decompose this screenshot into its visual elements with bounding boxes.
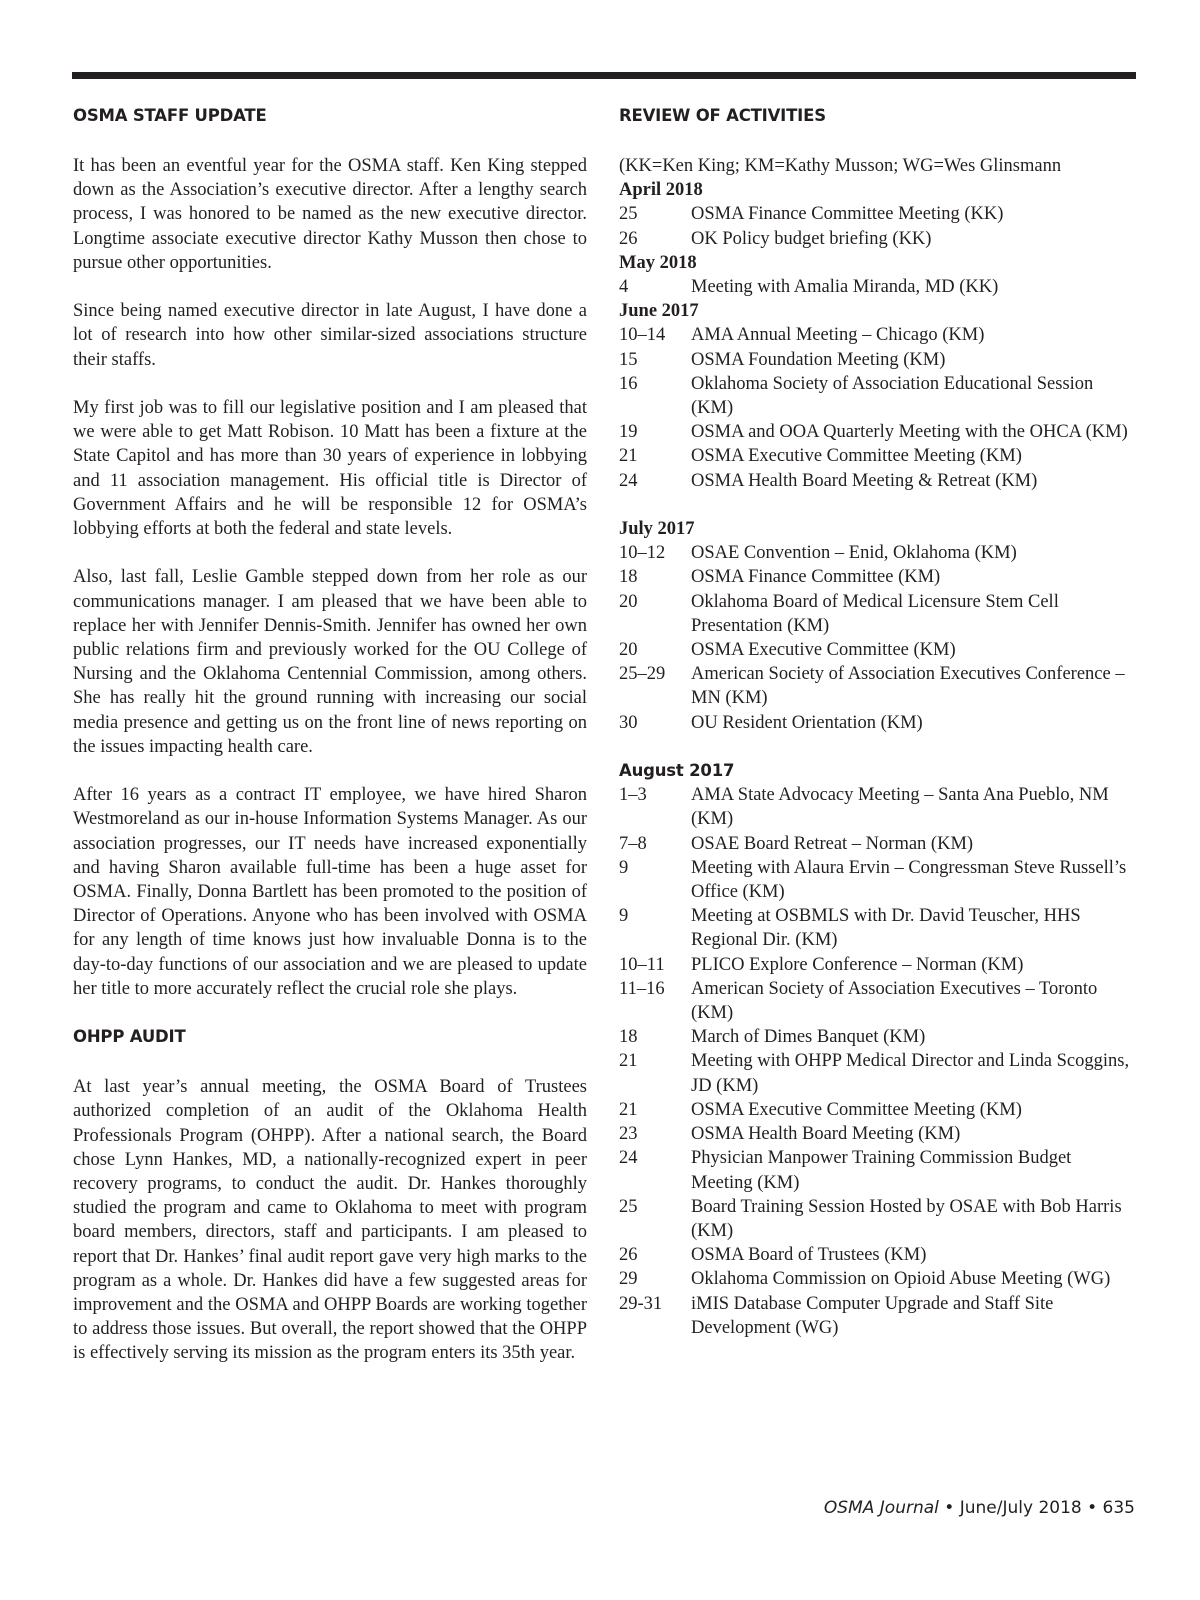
staff-paragraph: Since being named executive director in late August, I have done a lot of research into how other similar-sized associations structure their staffs. [73, 301, 587, 370]
activity-text: OSMA and OOA Quarterly Meeting with the OHCA (KM) [691, 422, 1128, 443]
activity-entry [619, 953, 1136, 977]
left-column [73, 104, 587, 1390]
activity-text: OK Policy budget briefing (KK) [691, 228, 932, 249]
activity-text: OSAE Board Retreat – Norman (KM) [691, 833, 974, 854]
activity-text: Oklahoma Society of Association Educational Session (KM) [691, 373, 1094, 419]
activity-entry [619, 444, 1136, 468]
activity-date: 10–11 [619, 954, 665, 975]
month-heading: June 2017 [619, 301, 699, 322]
activity-text: Oklahoma Board of Medical Licensure Stem Cell Presentation (KM) [691, 591, 1059, 636]
activity-text: March of Dimes Banquet (KM) [691, 1027, 926, 1048]
activity-text: OSMA Board of Trustees (KM) [691, 1245, 927, 1266]
activity-text: OSMA Executive Committee Meeting (KM) [691, 446, 1022, 467]
activity-date: 25 [619, 1196, 638, 1217]
activity-text: PLICO Explore Conference – Norman (KM) [691, 954, 1024, 975]
activity-date: 1–3 [619, 785, 647, 806]
activity-date: 18 [619, 1027, 638, 1048]
activity-date: 10–14 [619, 325, 666, 346]
activity-entry [619, 832, 1136, 856]
activity-entry [619, 977, 1136, 1025]
activity-entry [619, 711, 1136, 735]
activity-text: OSMA Finance Committee Meeting (KK) [691, 204, 1004, 225]
activity-date: 24 [619, 470, 638, 491]
activity-entry [619, 783, 1136, 831]
audit-paragraph: At last year’s annual meeting, the OSMA Board of Trustees authorized completion of an audit of the Oklahoma Health Professionals Program (OHPP). After a national search, the Board chose Lynn Hankes, MD, a nationally-recognized expert in peer recovery programs, to conduct the audit. Dr. Hankes thoroughly studied the program and came to Oklahoma to meet with program board members, directors, staff and participants. I am pleased to report that Dr. Hankes’ final audit report gave very high marks to the program as a whole. Dr. Hankes did have a few suggested areas for improvement and the OSMA and OHPP Boards are working together to address those issues. But overall, the report showed that the OHPP is effectively serving its mission as the program enters its 35th year. [73, 1077, 587, 1364]
activity-entry [619, 227, 1136, 251]
staff-paragraph: My first job was to fill our legislative position and I am pleased that we were able to get Matt Robison. 10 Matt has been a fixture at the State Capitol and has more than 30 years of experience in lobbying and 11 association management. His official title is Director of Government Affairs and he will be responsible 12 for OSMA’s lobbying efforts at both the federal and state levels. [73, 398, 587, 540]
activity-entry [619, 1267, 1136, 1291]
activity-text: Physician Manpower Training Commission Budget Meeting (KM) [691, 1148, 1072, 1193]
activity-text: OSMA Finance Committee (KM) [691, 567, 941, 588]
abbreviation-key: (KK=Ken King; KM=Kathy Musson; WG=Wes Glinsmann [619, 156, 1062, 176]
activity-text: OSAE Convention – Enid, Oklahoma (KM) [691, 543, 1017, 564]
activity-text: OSMA Health Board Meeting & Retreat (KM) [691, 470, 1038, 491]
top-rule [72, 72, 1136, 79]
activity-entry [619, 1049, 1136, 1097]
activity-text: American Society of Association Executives – Toronto (KM) [691, 978, 1098, 1024]
activity-entry [619, 420, 1136, 444]
activity-date: 9 [619, 906, 629, 927]
month-heading: August 2017 [619, 761, 735, 781]
activity-text: OSMA Executive Committee (KM) [691, 640, 956, 661]
activity-date: 29-31 [619, 1293, 663, 1314]
activity-entry [619, 469, 1136, 493]
activity-date: 25–29 [619, 664, 666, 685]
activity-date: 10–12 [619, 543, 666, 564]
month-heading: May 2018 [619, 252, 697, 273]
review-heading: REVIEW OF ACTIVITIES [619, 106, 826, 125]
ohpp-audit-heading: OHPP AUDIT [73, 1027, 186, 1047]
activity-entry [619, 275, 1136, 299]
activity-text: American Society of Association Executives Conference – MN (KM) [691, 664, 1125, 709]
activity-date: 4 [619, 277, 629, 298]
activity-entry [619, 856, 1136, 904]
activity-entry [619, 590, 1136, 638]
page-footer [824, 1498, 1135, 1518]
activity-date: 21 [619, 1051, 638, 1072]
activity-entry [619, 202, 1136, 226]
activity-text: AMA State Advocacy Meeting – Santa Ana Pueblo, NM (KM) [691, 785, 1109, 830]
activity-date: 11–16 [619, 978, 665, 999]
activity-entry [619, 1098, 1136, 1122]
activity-text: Meeting with Alaura Ervin – Congressman Steve Russell’s Office (KM) [691, 857, 1127, 903]
activity-entry [619, 1146, 1136, 1194]
activity-date: 21 [619, 1099, 638, 1120]
issue-and-page: • June/July 2018 • 635 [938, 1498, 1135, 1518]
activity-date: 25 [619, 204, 638, 225]
activity-date: 9 [619, 857, 629, 878]
activity-entry [619, 565, 1136, 589]
activity-entry [619, 541, 1136, 565]
activity-date: 30 [619, 712, 638, 733]
activity-entry [619, 638, 1136, 662]
journal-name: OSMA Journal [823, 1498, 939, 1518]
month-heading: April 2018 [619, 180, 703, 201]
activity-entry [619, 1122, 1136, 1146]
activity-text: OSMA Executive Committee Meeting (KM) [691, 1099, 1022, 1120]
activity-entry [619, 372, 1136, 420]
activity-text: Meeting with OHPP Medical Director and Linda Scoggins, JD (KM) [691, 1051, 1130, 1096]
activity-text: iMIS Database Computer Upgrade and Staff Site Development (WG) [691, 1293, 1054, 1338]
activity-date: 26 [619, 1245, 638, 1266]
activity-text: Meeting with Amalia Miranda, MD (KK) [691, 277, 999, 298]
activity-date: 29 [619, 1269, 638, 1290]
activity-date: 23 [619, 1124, 638, 1145]
activity-date: 7–8 [619, 833, 647, 854]
activity-text: Meeting at OSBMLS with Dr. David Teuscher, HHS Regional Dir. (KM) [691, 906, 1081, 951]
activity-text: Oklahoma Commission on Opioid Abuse Meeting (WG) [691, 1269, 1111, 1290]
activity-entry [619, 323, 1136, 347]
activity-entry [619, 1025, 1136, 1049]
activity-text: Board Training Session Hosted by OSAE with Bob Harris (KM) [691, 1196, 1122, 1241]
activity-text: OU Resident Orientation (KM) [691, 712, 923, 733]
activity-entry [619, 1195, 1136, 1243]
staff-paragraph: It has been an eventful year for the OSMA staff. Ken King stepped down as the Association’s executive director. After a lengthy search process, I was honored to be named as the new executive director. Longtime associate executive director Kathy Musson then chose to pursue other opportunities. [73, 156, 587, 273]
activity-text: AMA Annual Meeting – Chicago (KM) [691, 325, 985, 346]
activity-date: 24 [619, 1148, 638, 1169]
activity-date: 26 [619, 228, 638, 249]
month-heading: July 2017 [619, 519, 695, 540]
staff-update-heading: OSMA STAFF UPDATE [73, 106, 267, 125]
activity-date: 19 [619, 422, 638, 443]
activity-date: 16 [619, 373, 638, 394]
activity-text: OSMA Health Board Meeting (KM) [691, 1124, 961, 1145]
activity-text: OSMA Foundation Meeting (KM) [691, 349, 946, 370]
activity-entry [619, 348, 1136, 372]
activity-date: 20 [619, 591, 638, 612]
staff-paragraph: After 16 years as a contract IT employee, we have hired Sharon Westmoreland as our in-house Information Systems Manager. As our association progresses, our IT needs have increased exponentially and having Sharon available full-time has been a huge asset for OSMA. Finally, Donna Bartlett has been promoted to the position of Director of Operations. Anyone who has been involved with OSMA for any length of time knows just how invaluable Donna is to the day-to-day functions of our association and we are pleased to update her title to more accurately reflect the crucial role she plays. [73, 785, 587, 999]
activity-entry [619, 1292, 1136, 1340]
activity-date: 18 [619, 567, 638, 588]
activity-date: 20 [619, 640, 638, 661]
right-column [619, 104, 1136, 1340]
activity-entry [619, 904, 1136, 952]
activity-entry [619, 1243, 1136, 1267]
activity-date: 21 [619, 446, 638, 467]
activity-entry [619, 662, 1136, 710]
staff-paragraph: Also, last fall, Leslie Gamble stepped down from her role as our communications manager. I am pleased that we have been able to replace her with Jennifer Dennis-Smith. Jennifer has owned her own public relations firm and previously worked for the OU College of Nursing and the Oklahoma Centennial Commission, among others. She has really hit the ground running with increasing our social media presence and getting us on the front line of news reporting on the issues impacting health care. [73, 567, 587, 757]
activity-date: 15 [619, 349, 638, 370]
